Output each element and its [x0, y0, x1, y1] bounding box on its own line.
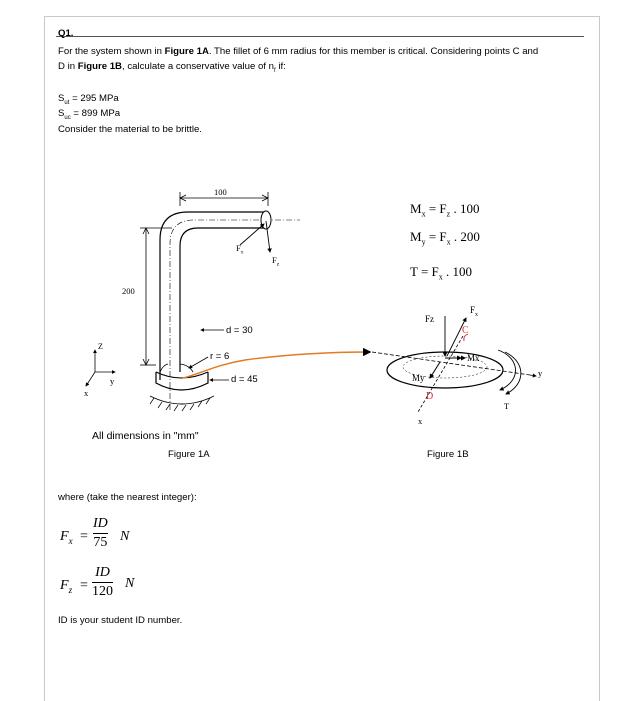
fx-lhs: $F_x$ — [60, 529, 73, 546]
fz-unit: N — [125, 576, 135, 591]
d45-label: d = 45 — [231, 374, 258, 385]
point-c-label: C — [462, 325, 469, 336]
fz-lhs: $F_z$ — [60, 578, 73, 595]
section-fx-label: $F_x$ — [470, 305, 479, 318]
section-my-label: My — [412, 373, 425, 383]
axis-y-label: y — [110, 376, 115, 386]
section-fz-label: Fz — [425, 314, 434, 324]
eq-t: $T = F_x$ . 100 — [410, 264, 473, 282]
question-line-1: For the system shown in Figure 1A. The fillet of 6 mm radius for this member is critical. Considering points C and — [58, 46, 539, 57]
fz-numerator: ID — [95, 565, 110, 580]
fx-equals: = — [80, 529, 88, 544]
axis-x-label: x — [84, 388, 89, 398]
figure-1b-caption: Figure 1B — [427, 449, 469, 460]
axis-z-label: Z — [98, 342, 103, 351]
brittle-note: Consider the material to be brittle. — [58, 124, 202, 135]
fx-fraction — [93, 516, 108, 551]
fx-denominator: 75 — [93, 535, 108, 550]
id-note: ID is your student ID number. — [58, 615, 183, 626]
section-y-label: y — [538, 368, 543, 378]
fx-numerator: ID — [93, 516, 108, 531]
question-number: Q1. — [58, 28, 74, 39]
axis-x-arrow — [86, 372, 95, 386]
eq-mx: $M_x = F_z$ . 100 — [410, 201, 480, 219]
section-torque-arc — [498, 350, 516, 390]
dim-200-label: 200 — [122, 286, 135, 296]
point-d-label: D — [426, 391, 434, 402]
d30-label: d = 30 — [226, 325, 253, 336]
where-text: where (take the nearest integer): — [58, 492, 197, 503]
section-y-axis — [372, 352, 530, 375]
section-t-label: T — [504, 401, 510, 411]
force-fx-label: $F_x$ — [236, 243, 244, 256]
force-fz-label: $F_z$ — [272, 255, 280, 268]
fz-fraction — [92, 565, 113, 600]
eq-my: $M_y = F_x$ . 200 — [410, 229, 480, 247]
fz-equals: = — [80, 578, 88, 593]
fx-unit: N — [120, 529, 130, 544]
material-suc: $S_{uc} = 899$ MPa — [58, 108, 121, 121]
question-line-2: D in Figure 1B, calculate a conservative value of $n_f$ if: — [58, 61, 286, 74]
force-fx-arrow — [240, 224, 264, 245]
section-ellipse-outer — [387, 352, 503, 388]
dim-100-label: 100 — [214, 187, 227, 197]
figure-1a-caption: Figure 1A — [168, 449, 210, 460]
units-note: All dimensions in "mm" — [92, 430, 199, 442]
section-mx-label: Mx — [467, 353, 480, 363]
section-my-arrow — [430, 362, 440, 378]
section-x-label: x — [418, 416, 423, 426]
material-sut: $S_{ut} = 295$ MPa — [58, 93, 119, 106]
section-fx-arrow — [447, 318, 466, 356]
r6-label: r = 6 — [210, 351, 230, 362]
fz-denominator: 120 — [92, 584, 113, 599]
